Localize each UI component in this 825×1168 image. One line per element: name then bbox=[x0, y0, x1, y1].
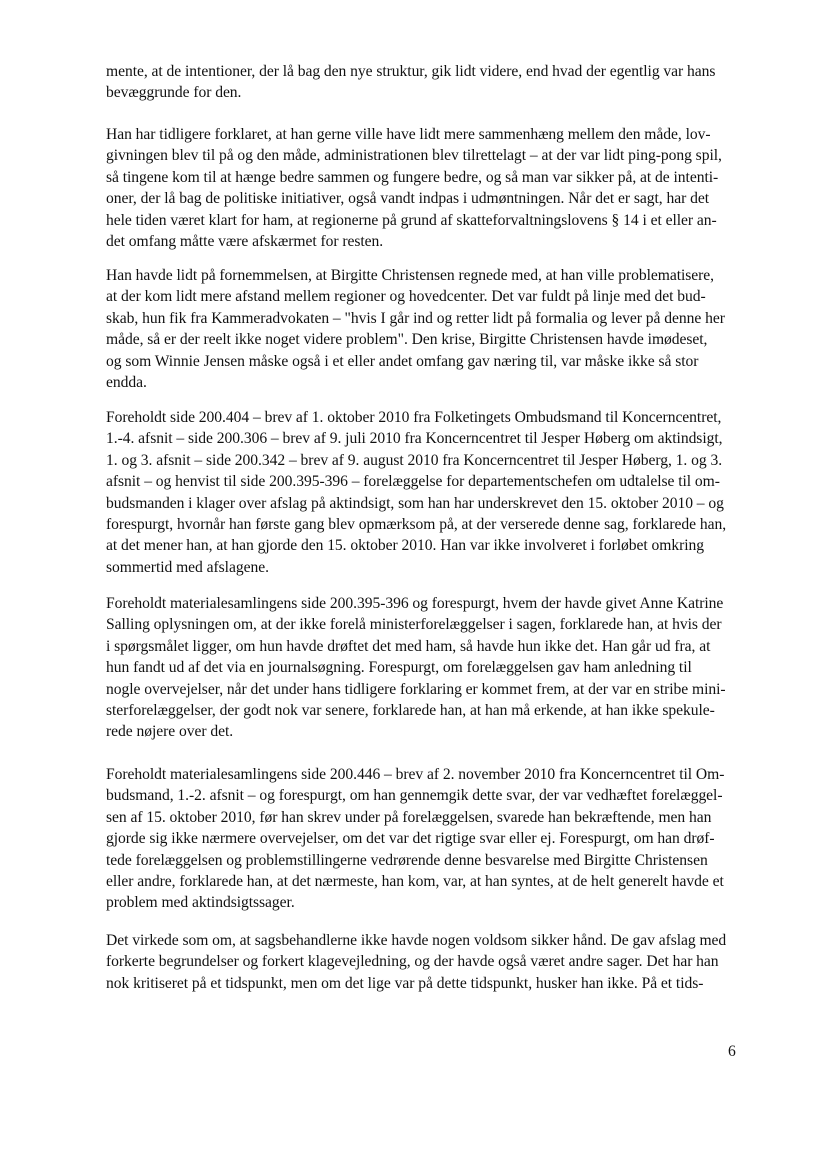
text-line: forkerte begrundelser og forkert klagevejledning, og der havde også været andre sager. Det har han bbox=[106, 953, 719, 971]
text-line: og som Winnie Jensen måske også i et eller andet omfang gav næring til, var måske ikke så stor bbox=[106, 352, 699, 370]
text-line: budsmand, 1.-2. afsnit – og forespurgt, om han gennemgik dette svar, der var vedhæftet forelæggel- bbox=[106, 787, 723, 805]
text-line: problem med aktindsigtssager. bbox=[106, 894, 295, 912]
paragraph-7 bbox=[106, 930, 746, 994]
paragraph-3 bbox=[106, 265, 746, 393]
text-line: bevæggrunde for den. bbox=[106, 84, 242, 102]
text-line: sommertid med afslagene. bbox=[106, 558, 269, 576]
text-line: gjorde sig ikke nærmere overvejelser, om det var det rigtige svar eller ej. Forespurgt, om han drøf- bbox=[106, 830, 715, 848]
text-line: oner, der lå bag de politiske initiativer, også vandt indpas i udmøntningen. Når det er sagt, har det bbox=[106, 190, 709, 208]
text-line: givningen blev til på og den måde, administrationen blev tilrettelagt – at der var lidt ping-pong spil, bbox=[106, 147, 722, 165]
text-line: at der kom lidt mere afstand mellem regioner og hovedcenter. Det var fuldt på linje med det bud- bbox=[106, 288, 706, 306]
paragraph-2 bbox=[106, 124, 746, 252]
text-line: hun fandt ud af det via en journalsøgning. Forespurgt, om forelæggelsen gav ham anledning til bbox=[106, 659, 692, 677]
text-line: skab, hun fik fra Kammeradvokaten – "hvis I går ind og retter lidt på formalia og lever på denne her bbox=[106, 309, 725, 327]
text-line: sterforelæggelser, der godt nok var senere, forklarede han, at han må erkende, at han ikke spekule- bbox=[106, 701, 715, 719]
text-line: Det virkede som om, at sagsbehandlerne ikke havde nogen voldsom sikker hånd. De gav afslag med bbox=[106, 932, 727, 949]
paragraph-6 bbox=[106, 764, 746, 914]
text-line: at det mener han, at han gjorde den 15. oktober 2010. Han var ikke involveret i forløbet omkring bbox=[106, 537, 704, 555]
page-number: 6 bbox=[728, 1043, 736, 1060]
text-line: måde, så er der reelt ikke noget videre problem". Den krise, Birgitte Christensen havde imødeset, bbox=[106, 331, 708, 349]
text-line: budsmanden i klager over afslag på aktindsigt, som han har underskrevet den 15. oktober 2010 – og bbox=[106, 494, 724, 512]
text-line: 1. og 3. afsnit – side 200.342 – brev af 9. august 2010 fra Koncerncentret til Jesper Høberg, 1. og 3. bbox=[106, 451, 723, 469]
text-line: Foreholdt materialesamlingens side 200.395-396 og forespurgt, hvem der havde givet Anne Katrine bbox=[106, 595, 724, 612]
text-line: tede forelæggelsen og problemstillingerne vedrørende denne besvarelse med Birgitte Christensen bbox=[106, 851, 708, 869]
text-line: Han havde lidt på fornemmelsen, at Birgitte Christensen regnede med, at han ville problematisere, bbox=[106, 267, 715, 284]
text-line: 1.-4. afsnit – side 200.306 – brev af 9. juli 2010 fra Koncerncentret til Jesper Høberg om aktindsigt, bbox=[106, 430, 723, 448]
text-line: forespurgt, hvornår han første gang blev opmærksom på, at der verserede denne sag, forklarede han, bbox=[106, 515, 727, 533]
paragraph-5 bbox=[106, 593, 746, 743]
paragraph-1 bbox=[106, 61, 746, 104]
text-line: i spørgsmålet ligger, om hun havde drøftet det med ham, så havde hun ikke det. Han går ud fra, at bbox=[106, 637, 711, 655]
text-line: rede nøjere over det. bbox=[106, 723, 234, 741]
text-line: mente, at de intentioner, der lå bag den nye struktur, gik lidt videre, end hvad der egentlig var hans bbox=[106, 63, 716, 80]
text-line: så tingene kom til at hænge bedre sammen og fungere bedre, og så man var sikker på, at de intenti- bbox=[106, 168, 719, 186]
text-line: Foreholdt side 200.404 – brev af 1. oktober 2010 fra Folketingets Ombudsmand til Koncerncentret, bbox=[106, 409, 722, 426]
text-line: endda. bbox=[106, 373, 147, 391]
text-line: nogle overvejelser, når det under hans tidligere forklaring er kommet frem, at der var en stribe mini- bbox=[106, 680, 726, 698]
paragraph-4 bbox=[106, 407, 746, 578]
text-line: hele tiden været klart for ham, at regionerne på grund af skatteforvaltningslovens § 14 i et eller an- bbox=[106, 211, 717, 229]
text-line: sen af 15. oktober 2010, før han skrev under på forelæggelsen, svarede han bekræftende, men han bbox=[106, 808, 712, 826]
text-line: nok kritiseret på et tidspunkt, men om det lige var på dette tidspunkt, husker han ikke. På et tids- bbox=[106, 974, 704, 992]
text-line: Han har tidligere forklaret, at han gerne ville have lidt mere sammenhæng mellem den måde, lov- bbox=[106, 126, 711, 143]
text-line: Foreholdt materialesamlingens side 200.446 – brev af 2. november 2010 fra Koncerncentret til Om- bbox=[106, 766, 725, 783]
text-line: eller andre, forklarede han, at det nærmeste, han kom, var, at han syntes, at de helt generelt havde et bbox=[106, 872, 724, 890]
text-line: Salling oplysningen om, at der ikke forelå ministerforelæggelser i sagen, forklarede han, at hvis der bbox=[106, 616, 722, 634]
text-line: afsnit – og henvist til side 200.395-396 – forelæggelse for departementschefen om udtalelse til om- bbox=[106, 473, 720, 491]
text-line: det omfang måtte være afskærmet for resten. bbox=[106, 232, 384, 250]
